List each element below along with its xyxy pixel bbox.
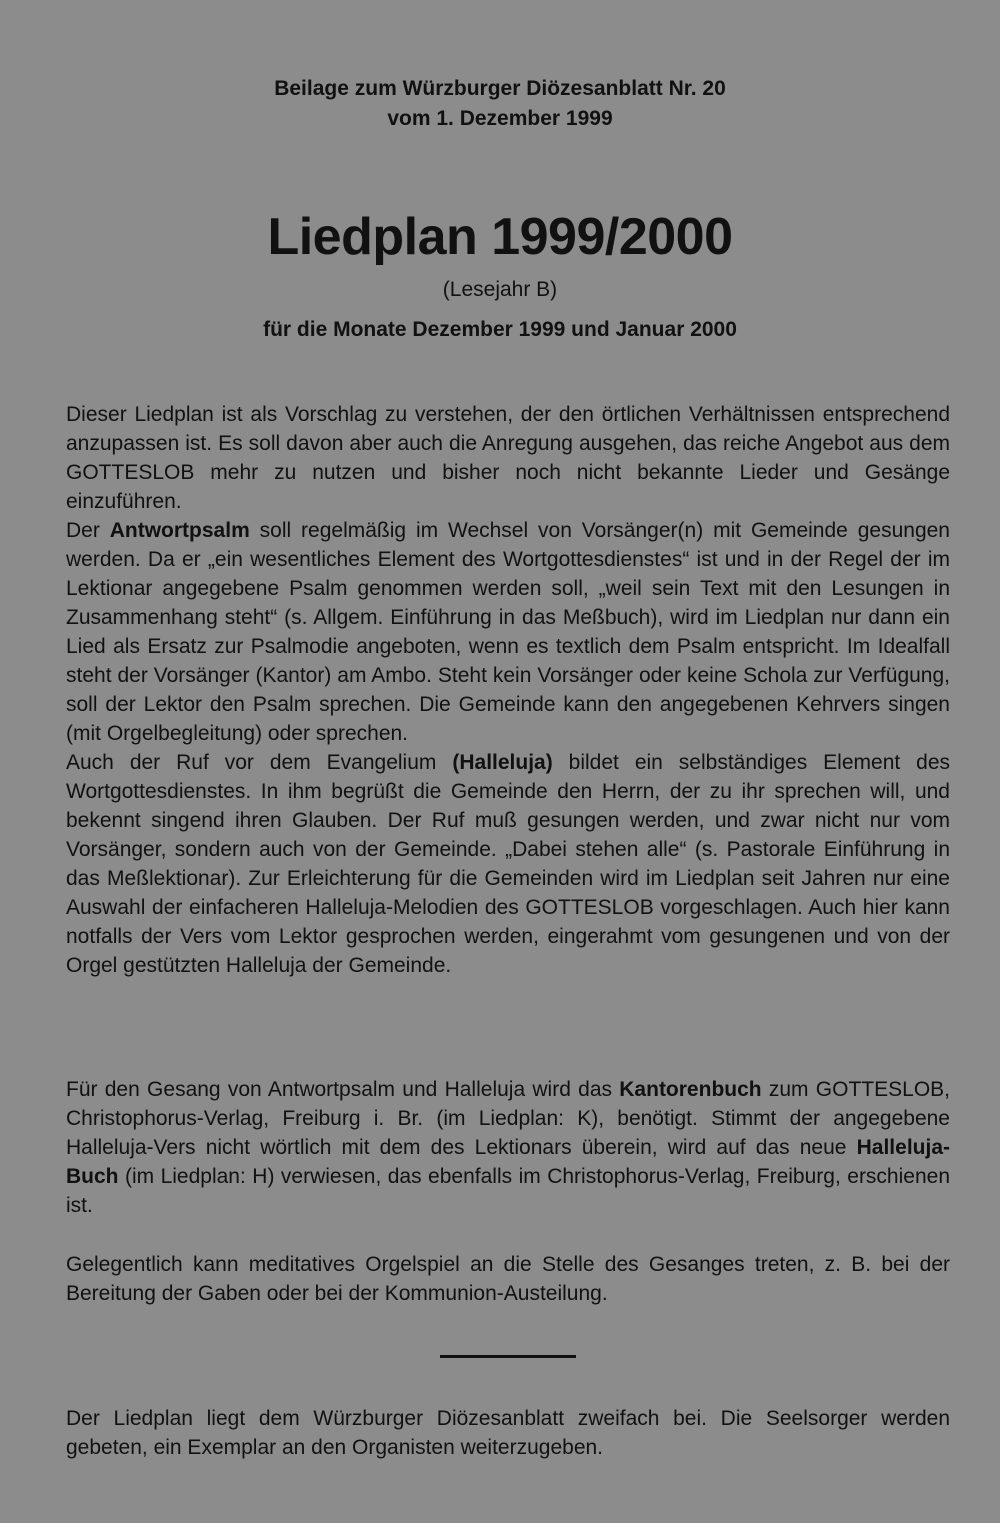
months-line: für die Monate Dezember 1999 und Januar 2000 [263, 318, 737, 341]
kantorenbuch-text-after: (im Liedplan: H) verwiesen, das ebenfalls im Christophorus-Verlag, Freiburg, erschienen ist. [66, 1165, 950, 1217]
footer-note: Der Liedplan liegt dem Würzburger Diözesanblatt zweifach bei. Die Seelsorger werden gebeten, ein Exemplar an den Organisten weiterzugeben. [66, 1407, 950, 1459]
page-title: Liedplan 1999/2000 [267, 208, 733, 266]
halleluja-text-after: bildet ein selbständiges Element des Wortgottesdienstes. In ihm begrüßt die Gemeinde den Herrn, der zu ihr sprechen will, und bekennt singend ihren Glauben. Der Ruf muß gesungen werden, und zwar nicht nur vom Vorsänger, sondern auch von der Gemeinde. „Dabei stehen alle“ (s. Pastorale Einführung in das Meßlektionar). Zur Erleichterung für die Gemeinden wird im Liedplan seit Jahren nur eine Auswahl der einfacheren Halleluja-Melodien des GOTTESLOB vorgeschlagen. Auch hier kann notfalls der Vers vom Lektor gesprochen werden, eingerahmt vom gesungenen und von der Orgel gestützten Halleluja der Gemeinde. [66, 751, 951, 977]
kantorenbuch-text-before: Für den Gesang von Antwortpsalm und Halleluja wird das [66, 1078, 620, 1101]
intro-paragraph: Dieser Liedplan ist als Vorschlag zu verstehen, der den örtlichen Verhältnissen entsprechend anzupassen ist. Es soll davon aber auch die Anregung ausgehen, das reiche Angebot aus dem GOTTESLOB mehr zu nutzen und bisher noch nicht bekannte Lieder und Gesänge einzuführen. [66, 403, 950, 513]
page-subtitle: (Lesejahr B) [442, 278, 558, 301]
halleluja-buch-term: Halleluja-Buch [66, 1136, 950, 1188]
antwortpsalm-term: Antwortpsalm [109, 519, 250, 542]
antwortpsalm-paragraph [66, 516, 950, 748]
kantorenbuch-paragraph [66, 1075, 950, 1220]
halleluja-paragraph [66, 748, 950, 980]
kantorenbuch-term: Kantorenbuch [619, 1078, 762, 1101]
kantorenbuch-text-middle: zum GOTTESLOB, Christophorus-Verlag, Freiburg i. Br. (im Liedplan: K), benötigt. Stimmt der angegebene Halleluja-Vers nicht wörtlich mit dem des Lektionars überein, wird auf das neue [66, 1078, 950, 1159]
supplement-header-line1: Beilage zum Würzburger Diözesanblatt Nr. 20 [274, 77, 726, 100]
antwortpsalm-text-after: soll regelmäßig im Wechsel von Vorsänger(n) mit Gemeinde gesungen werden. Da er „ein wesentliches Element des Wortgottesdienstes“ ist und in der Regel der im Lektionar angegebene Psalm genommen werden soll, „weil sein Text mit den Lesungen in Zusammenhang steht“ (s. Allgem. Einführung in das Meßbuch), wird im Liedplan nur dann ein Lied als Ersatz zur Psalmodie angeboten, wenn es textlich dem Psalm entspricht. Im Idealfall steht der Vorsänger (Kantor) am Ambo. Steht kein Vorsänger oder keine Schola zur Verfügung, soll der Lektor den Psalm sprechen. Die Gemeinde kann den angegebenen Kehrvers singen (mit Orgelbegleitung) oder sprechen. [66, 519, 950, 745]
separator-rule [440, 1355, 576, 1358]
halleluja-text-before: Auch der Ruf vor dem Evangelium [66, 751, 453, 774]
halleluja-term: (Halleluja) [452, 751, 553, 774]
intro-section [66, 400, 950, 980]
supplement-header-line2: vom 1. Dezember 1999 [387, 107, 613, 130]
antwortpsalm-text-before: Der [66, 519, 110, 542]
orgel-paragraph: Gelegentlich kann meditatives Orgelspiel an die Stelle des Gesanges treten, z. B. bei der Bereitung der Gaben oder bei der Kommunion-Austeilung. [66, 1253, 950, 1305]
